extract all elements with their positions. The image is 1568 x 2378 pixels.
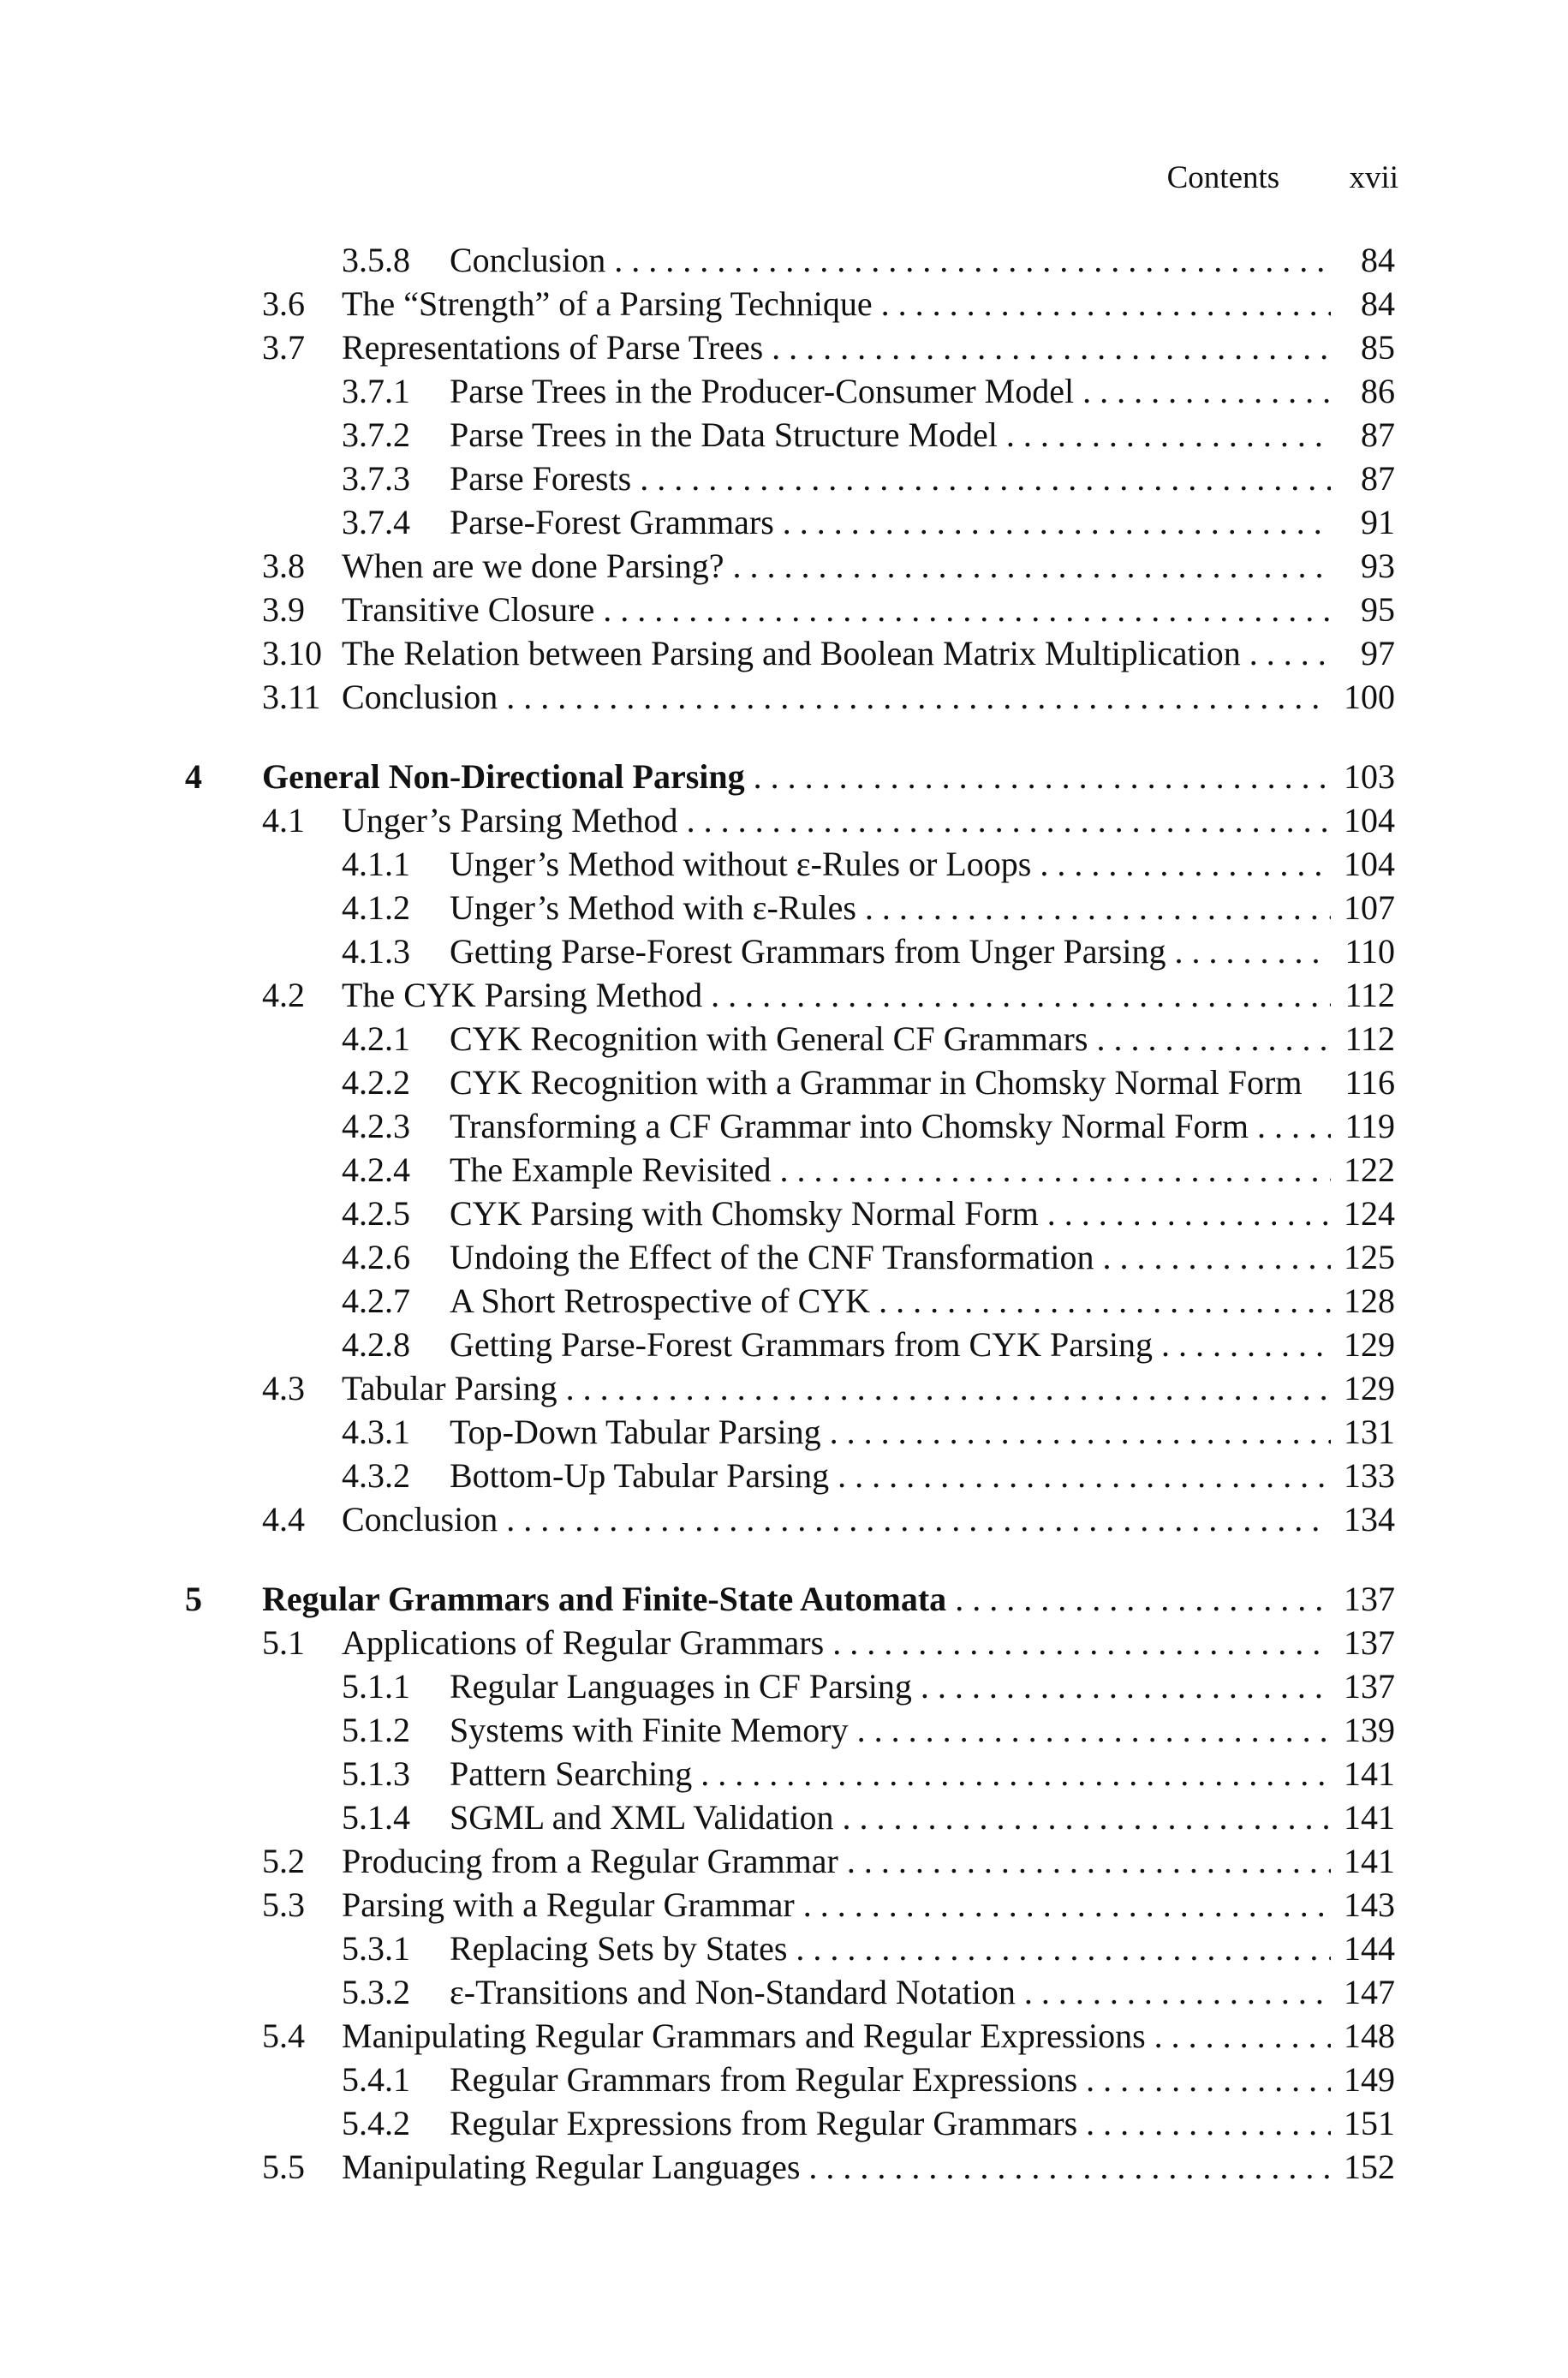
entry-page-number: 91	[1361, 503, 1395, 541]
entry-page-number: 95	[1361, 590, 1395, 629]
entry-title[interactable]: Regular Grammars and Finite-State Automata . . .	[262, 1577, 1331, 1621]
entry-number: 4.3.2	[342, 1456, 410, 1495]
entry-number: 5.3.2	[342, 1973, 410, 2011]
entry-page-number: 149	[1344, 2060, 1395, 2099]
subsection-entry[interactable]	[0, 2101, 1568, 2145]
entry-number: 3.8	[262, 547, 305, 585]
entry-number: 3.6	[262, 284, 305, 323]
subsection-entry[interactable]	[0, 1795, 1568, 1839]
entry-title[interactable]: Parse Trees in the Producer-Consumer Model . . .	[450, 369, 1331, 413]
entry-number: 3.11	[262, 678, 321, 716]
subsection-entry[interactable]	[0, 2058, 1568, 2101]
entry-title[interactable]: The Example Revisited . . .	[450, 1148, 1331, 1192]
entry-page-number: 103	[1344, 757, 1395, 796]
subsection-entry[interactable]	[0, 1192, 1568, 1235]
entry-title[interactable]: Top-Down Tabular Parsing . . .	[450, 1410, 1331, 1454]
entry-number: 3.7.4	[342, 503, 410, 541]
entry-page-number: 84	[1361, 241, 1395, 279]
entry-number: 4.2.2	[342, 1063, 410, 1102]
section-entry[interactable]	[0, 1839, 1568, 1883]
entry-number: 5.4	[262, 2017, 305, 2055]
subsection-entry[interactable]	[0, 457, 1568, 500]
entry-title[interactable]: Getting Parse-Forest Grammars from CYK Parsing . . .	[450, 1323, 1331, 1366]
entry-title[interactable]: Producing from a Regular Grammar . . .	[342, 1839, 1331, 1883]
entry-page-number: 85	[1361, 328, 1395, 367]
chapter-entry[interactable]	[0, 1577, 1568, 1621]
entry-page-number: 104	[1344, 801, 1395, 839]
entry-page-number: 110	[1344, 932, 1395, 971]
section-entry[interactable]	[0, 326, 1568, 369]
entry-number: 4.1.2	[342, 888, 410, 927]
chapter-entry[interactable]	[0, 755, 1568, 798]
entry-title[interactable]: The Relation between Parsing and Boolean Matrix Multiplication . . .	[342, 631, 1331, 675]
entry-number: 5.2	[262, 1842, 305, 1880]
section-entry[interactable]	[0, 1621, 1568, 1664]
page-number: xvii	[1349, 160, 1398, 195]
entry-number: 5.4.1	[342, 2060, 410, 2099]
entry-number: 5.1.2	[342, 1711, 410, 1749]
entry-number: 4.3.1	[342, 1413, 410, 1451]
entry-title[interactable]: Regular Languages in CF Parsing . . .	[450, 1664, 1331, 1708]
entry-number: 4.1.3	[342, 932, 410, 971]
entry-title[interactable]: Applications of Regular Grammars . . .	[342, 1621, 1331, 1664]
entry-title[interactable]: Parse Forests . . .	[450, 457, 1331, 500]
entry-page-number: 93	[1361, 547, 1395, 585]
entry-title[interactable]: ε-Transitions and Non-Standard Notation . . .	[450, 1970, 1331, 2014]
entry-number: 4	[185, 757, 202, 796]
entry-page-number: 87	[1361, 459, 1395, 498]
subsection-entry[interactable]	[0, 369, 1568, 413]
entry-number: 5	[185, 1580, 202, 1618]
entry-page-number: 124	[1344, 1194, 1395, 1233]
entry-number: 4.2.8	[342, 1325, 410, 1364]
entry-number: 4.3	[262, 1369, 305, 1407]
entry-number: 4.1	[262, 801, 305, 839]
entry-page-number: 131	[1344, 1413, 1395, 1451]
entry-number: 3.7.3	[342, 459, 410, 498]
entry-page-number: 86	[1361, 372, 1395, 410]
entry-number: 4.2.4	[342, 1150, 410, 1189]
entry-page-number: 141	[1344, 1798, 1395, 1837]
entry-page-number: 84	[1361, 284, 1395, 323]
entry-number: 4.2.1	[342, 1019, 410, 1058]
subsection-entry[interactable]	[0, 1235, 1568, 1279]
subsection-entry[interactable]	[0, 1104, 1568, 1148]
entry-number: 3.5.8	[342, 241, 410, 279]
entry-page-number: 112	[1344, 1019, 1395, 1058]
entry-title[interactable]: SGML and XML Validation . . .	[450, 1795, 1331, 1839]
entry-page-number: 87	[1361, 415, 1395, 454]
entry-page-number: 128	[1344, 1282, 1395, 1320]
entry-number: 3.10	[262, 634, 322, 672]
entry-title[interactable]: CYK Recognition with General CF Grammars . . .	[450, 1017, 1331, 1061]
entry-title[interactable]: Unger’s Method with ε-Rules . . .	[450, 886, 1331, 929]
entry-title[interactable]: Parse-Forest Grammars . . .	[450, 500, 1331, 544]
entry-title[interactable]: Tabular Parsing . . .	[342, 1366, 1331, 1410]
table-of-contents	[0, 238, 1568, 2189]
subsection-entry[interactable]	[0, 1664, 1568, 1708]
entry-title[interactable]: Conclusion . . .	[450, 238, 1331, 282]
entry-title[interactable]: Representations of Parse Trees . . .	[342, 326, 1331, 369]
subsection-entry[interactable]	[0, 1454, 1568, 1497]
subsection-entry[interactable]	[0, 500, 1568, 544]
entry-title[interactable]: Bottom-Up Tabular Parsing . . .	[450, 1454, 1331, 1497]
subsection-entry[interactable]	[0, 842, 1568, 886]
entry-page-number: 139	[1344, 1711, 1395, 1749]
entry-page-number: 104	[1344, 845, 1395, 883]
entry-number: 4.2.3	[342, 1107, 410, 1145]
entry-page-number: 137	[1344, 1667, 1395, 1706]
entry-title[interactable]: Transitive Closure . . .	[342, 588, 1331, 631]
entry-page-number: 141	[1344, 1842, 1395, 1880]
entry-page-number: 141	[1344, 1754, 1395, 1793]
entry-number: 5.1.1	[342, 1667, 410, 1706]
entry-title[interactable]: Regular Expressions from Regular Grammars . . .	[450, 2101, 1331, 2145]
subsection-entry[interactable]	[0, 413, 1568, 457]
entry-number: 4.1.1	[342, 845, 410, 883]
entry-number: 5.3.1	[342, 1929, 410, 1968]
entry-number: 4.2	[262, 976, 305, 1014]
section-entry[interactable]	[0, 588, 1568, 631]
entry-title[interactable]: Pattern Searching . . .	[450, 1752, 1331, 1795]
entry-title[interactable]: Getting Parse-Forest Grammars from Unger Parsing . . .	[450, 929, 1331, 973]
entry-title[interactable]: Transforming a CF Grammar into Chomsky Normal Form . . .	[450, 1104, 1331, 1148]
section-entry[interactable]	[0, 1366, 1568, 1410]
entry-number: 5.3	[262, 1885, 305, 1924]
entry-page-number: 97	[1361, 634, 1395, 672]
entry-page-number: 147	[1344, 1973, 1395, 2011]
entry-page-number: 137	[1344, 1623, 1395, 1662]
entry-title[interactable]: Unger’s Method without ε-Rules or Loops . . .	[450, 842, 1331, 886]
section-entry[interactable]	[0, 2145, 1568, 2189]
subsection-entry[interactable]	[0, 1410, 1568, 1454]
entry-page-number: 119	[1344, 1107, 1395, 1145]
entry-page-number: 148	[1344, 2017, 1395, 2055]
entry-title[interactable]: General Non-Directional Parsing . . .	[262, 755, 1331, 798]
subsection-entry[interactable]	[0, 1061, 1568, 1104]
entry-page-number: 125	[1344, 1238, 1395, 1276]
section-entry[interactable]	[0, 798, 1568, 842]
entry-title[interactable]: CYK Parsing with Chomsky Normal Form . . .	[450, 1192, 1331, 1235]
entry-number: 4.4	[262, 1500, 305, 1539]
entry-page-number: 137	[1344, 1580, 1395, 1618]
entry-page-number: 129	[1344, 1369, 1395, 1407]
entry-number: 5.5	[262, 2148, 305, 2186]
entry-title[interactable]: CYK Recognition with a Grammar in Chomsky Normal Form	[450, 1063, 1303, 1102]
entry-title[interactable]: Regular Grammars from Regular Expressions . . .	[450, 2058, 1331, 2101]
entry-page-number: 133	[1344, 1456, 1395, 1495]
entry-title[interactable]: Conclusion . . .	[342, 1497, 1331, 1541]
section-entry[interactable]	[0, 282, 1568, 326]
entry-title[interactable]: Unger’s Parsing Method . . .	[342, 798, 1331, 842]
entry-number: 3.9	[262, 590, 305, 629]
entry-page-number: 143	[1344, 1885, 1395, 1924]
entry-page-number: 107	[1344, 888, 1395, 927]
entry-number: 3.7	[262, 328, 305, 367]
entry-number: 3.7.1	[342, 372, 410, 410]
section-entry[interactable]	[0, 631, 1568, 675]
entry-title[interactable]: The “Strength” of a Parsing Technique . . .	[342, 282, 1331, 326]
subsection-entry[interactable]	[0, 886, 1568, 929]
subsection-entry[interactable]	[0, 1927, 1568, 1970]
subsection-entry[interactable]	[0, 929, 1568, 973]
entry-number: 3.7.2	[342, 415, 410, 454]
entry-number: 5.1.3	[342, 1754, 410, 1793]
entry-title[interactable]: Parse Trees in the Data Structure Model . . .	[450, 413, 1331, 457]
entry-page-number: 134	[1344, 1500, 1395, 1539]
entry-page-number: 152	[1344, 2148, 1395, 2186]
section-entry[interactable]	[0, 973, 1568, 1017]
subsection-entry[interactable]	[0, 1279, 1568, 1323]
entry-title[interactable]: Replacing Sets by States . . .	[450, 1927, 1331, 1970]
entry-title[interactable]: Systems with Finite Memory . . .	[450, 1708, 1331, 1752]
entry-title[interactable]: When are we done Parsing? . . .	[342, 544, 1331, 588]
entry-number: 5.1	[262, 1623, 305, 1662]
entry-page-number: 112	[1344, 976, 1395, 1014]
entry-page-number: 122	[1344, 1150, 1395, 1189]
entry-page-number: 151	[1344, 2104, 1395, 2142]
page-header	[1167, 158, 1398, 199]
running-title: Contents	[1166, 160, 1280, 195]
subsection-entry[interactable]	[0, 1708, 1568, 1752]
entry-title[interactable]: Parsing with a Regular Grammar . . .	[342, 1883, 1331, 1927]
entry-title[interactable]: Manipulating Regular Grammars and Regular Expressions . . .	[342, 2014, 1331, 2058]
section-entry[interactable]	[0, 675, 1568, 719]
section-entry[interactable]	[0, 544, 1568, 588]
entry-number: 5.4.2	[342, 2104, 410, 2142]
entry-title[interactable]: Manipulating Regular Languages . . .	[342, 2145, 1331, 2189]
entry-title[interactable]: A Short Retrospective of CYK . . .	[450, 1279, 1331, 1323]
subsection-entry[interactable]	[0, 238, 1568, 282]
section-entry[interactable]	[0, 1497, 1568, 1541]
entry-page-number: 129	[1344, 1325, 1395, 1364]
entry-number: 4.2.7	[342, 1282, 410, 1320]
subsection-entry[interactable]	[0, 1017, 1568, 1061]
subsection-entry[interactable]	[0, 1752, 1568, 1795]
entry-title[interactable]: Undoing the Effect of the CNF Transformation . . .	[450, 1235, 1331, 1279]
entry-title[interactable]: The CYK Parsing Method . . .	[342, 973, 1331, 1017]
entry-title[interactable]: Conclusion . . .	[342, 675, 1331, 719]
entry-number: 5.1.4	[342, 1798, 410, 1837]
section-entry[interactable]	[0, 1883, 1568, 1927]
entry-page-number: 144	[1344, 1929, 1395, 1968]
subsection-entry[interactable]	[0, 1148, 1568, 1192]
entry-page-number: 116	[1344, 1063, 1395, 1102]
entry-number: 4.2.5	[342, 1194, 410, 1233]
subsection-entry[interactable]	[0, 1970, 1568, 2014]
subsection-entry[interactable]	[0, 1323, 1568, 1366]
entry-number: 4.2.6	[342, 1238, 410, 1276]
entry-page-number: 100	[1344, 678, 1395, 716]
section-entry[interactable]	[0, 2014, 1568, 2058]
